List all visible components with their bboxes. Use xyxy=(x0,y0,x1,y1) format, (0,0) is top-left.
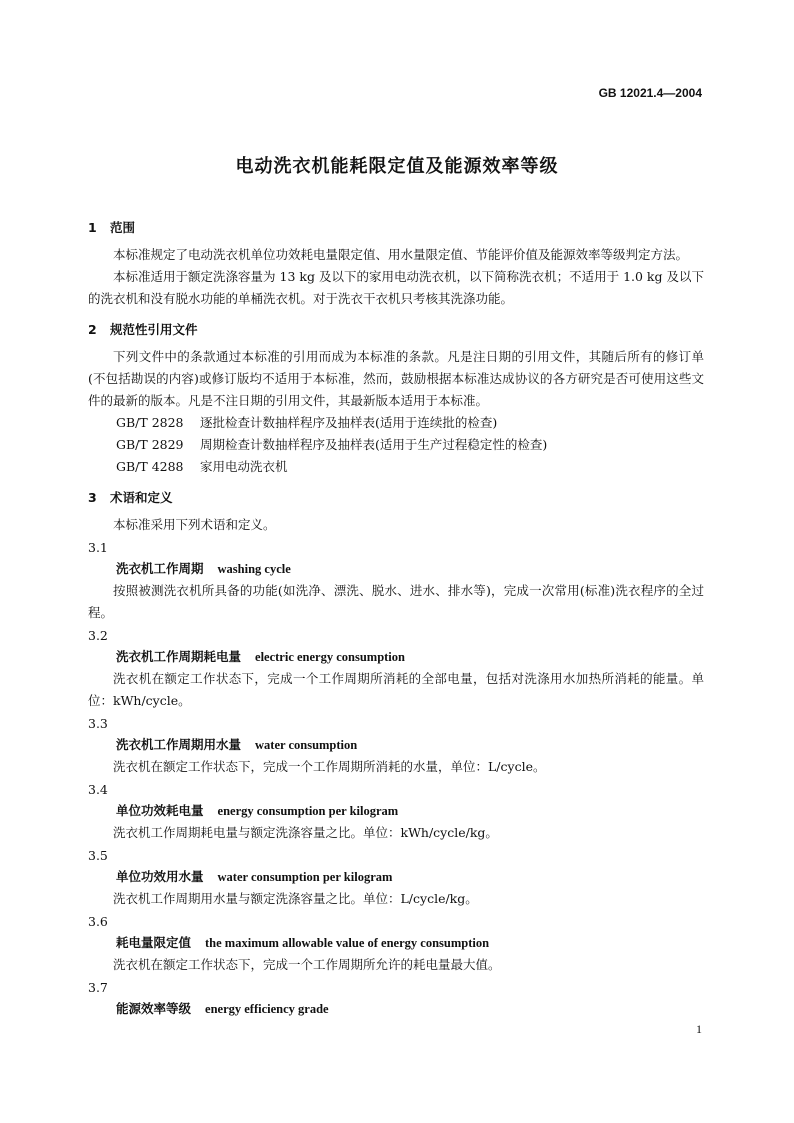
reference-item xyxy=(88,434,704,456)
term-english: water consumption per kilogram xyxy=(217,870,393,884)
section-title: 规范性引用文件 xyxy=(110,322,198,337)
term-chinese: 单位功效用水量 xyxy=(116,869,204,884)
paragraph: 本标准适用于额定洗涤容量为 13 kg 及以下的家用电动洗衣机，以下简称洗衣机；不适用于 1.0 kg 及以下的洗衣机和没有脱水功能的单桶洗衣机。对于洗衣干衣机只考核其洗涤功能。 xyxy=(88,269,704,306)
section-number: 1 xyxy=(88,220,97,235)
clause-number: 3.4 xyxy=(88,782,108,797)
term-definition: 按照被测洗衣机所具备的功能(如洗净、漂洗、脱水、进水、排水等)，完成一次常用(标准)洗衣程序的全过程。 xyxy=(88,583,704,620)
term-english: electric energy consumption xyxy=(255,650,405,664)
section-heading xyxy=(88,318,704,342)
term-english: water consumption xyxy=(255,738,358,752)
term-english: the maximum allowable value of energy consumption xyxy=(205,936,490,950)
term-entry xyxy=(88,866,704,888)
clause-number: 3.1 xyxy=(88,540,108,555)
term-definition: 洗衣机在额定工作状态下，完成一个工作周期所允许的耗电量最大值。 xyxy=(113,957,501,972)
reference-code: GB/T 4288 xyxy=(116,459,184,474)
paragraph: 下列文件中的条款通过本标准的引用而成为本标准的条款。凡是注日期的引用文件，其随后所有的修订单(不包括勘误的内容)或修订版均不适用于本标准，然而，鼓励根据本标准达成协议的各方研究是否可使用这些文件的最新的版本。凡是不注日期的引用文件，其最新版本适用于本标准。 xyxy=(88,349,704,408)
term-english: energy consumption per kilogram xyxy=(217,804,399,818)
reference-title: 家用电动洗衣机 xyxy=(200,459,288,474)
term-entry xyxy=(88,734,704,756)
section-title: 范围 xyxy=(110,220,136,235)
section-number: 3 xyxy=(88,490,97,505)
document-title: 电动洗衣机能耗限定值及能源效率等级 xyxy=(235,156,559,177)
section-title: 术语和定义 xyxy=(110,490,173,505)
term-entry xyxy=(88,932,704,954)
term-english: washing cycle xyxy=(217,562,291,576)
term-definition: 洗衣机在额定工作状态下，完成一个工作周期所消耗的水量，单位：L/cycle。 xyxy=(113,759,546,774)
term-chinese: 单位功效耗电量 xyxy=(116,803,204,818)
term-chinese: 洗衣机工作周期用水量 xyxy=(116,737,242,752)
term-chinese: 能源效率等级 xyxy=(116,1001,192,1016)
paragraph: 本标准规定了电动洗衣机单位功效耗电量限定值、用水量限定值、节能评价值及能源效率等级判定方法。 xyxy=(113,247,689,262)
term-entry xyxy=(88,800,704,822)
clause-number: 3.7 xyxy=(88,980,108,995)
term-entry xyxy=(88,646,704,668)
paragraph: 本标准采用下列术语和定义。 xyxy=(113,517,276,532)
term-entry xyxy=(88,998,704,1020)
reference-title: 周期检查计数抽样程序及抽样表(适用于生产过程稳定性的检查) xyxy=(200,437,548,452)
standard-code: GB 12021.4—2004 xyxy=(598,86,702,100)
term-chinese: 洗衣机工作周期 xyxy=(116,561,204,576)
section-heading xyxy=(88,216,704,240)
reference-code: GB/T 2828 xyxy=(116,415,184,430)
clause-number: 3.3 xyxy=(88,716,108,731)
clause-number: 3.2 xyxy=(88,628,108,643)
page-number: 1 xyxy=(696,1022,702,1036)
reference-item xyxy=(88,412,704,434)
clause-number: 3.6 xyxy=(88,914,108,929)
term-definition: 洗衣机工作周期用水量与额定洗涤容量之比。单位：L/cycle/kg。 xyxy=(113,891,478,906)
document-body xyxy=(88,214,704,1020)
term-chinese: 洗衣机工作周期耗电量 xyxy=(116,649,242,664)
reference-item xyxy=(88,456,704,478)
clause-number: 3.5 xyxy=(88,848,108,863)
section-number: 2 xyxy=(88,322,97,337)
section-heading xyxy=(88,486,704,510)
reference-code: GB/T 2829 xyxy=(116,437,184,452)
reference-title: 逐批检查计数抽样程序及抽样表(适用于连续批的检查) xyxy=(200,415,498,430)
term-definition: 洗衣机在额定工作状态下，完成一个工作周期所消耗的全部电量，包括对洗涤用水加热所消耗的能量。单位：kWh/cycle。 xyxy=(88,671,704,708)
term-chinese: 耗电量限定值 xyxy=(116,935,192,950)
term-entry xyxy=(88,558,704,580)
term-definition: 洗衣机工作周期耗电量与额定洗涤容量之比。单位：kWh/cycle/kg。 xyxy=(113,825,498,840)
term-english: energy efficiency grade xyxy=(205,1002,329,1016)
